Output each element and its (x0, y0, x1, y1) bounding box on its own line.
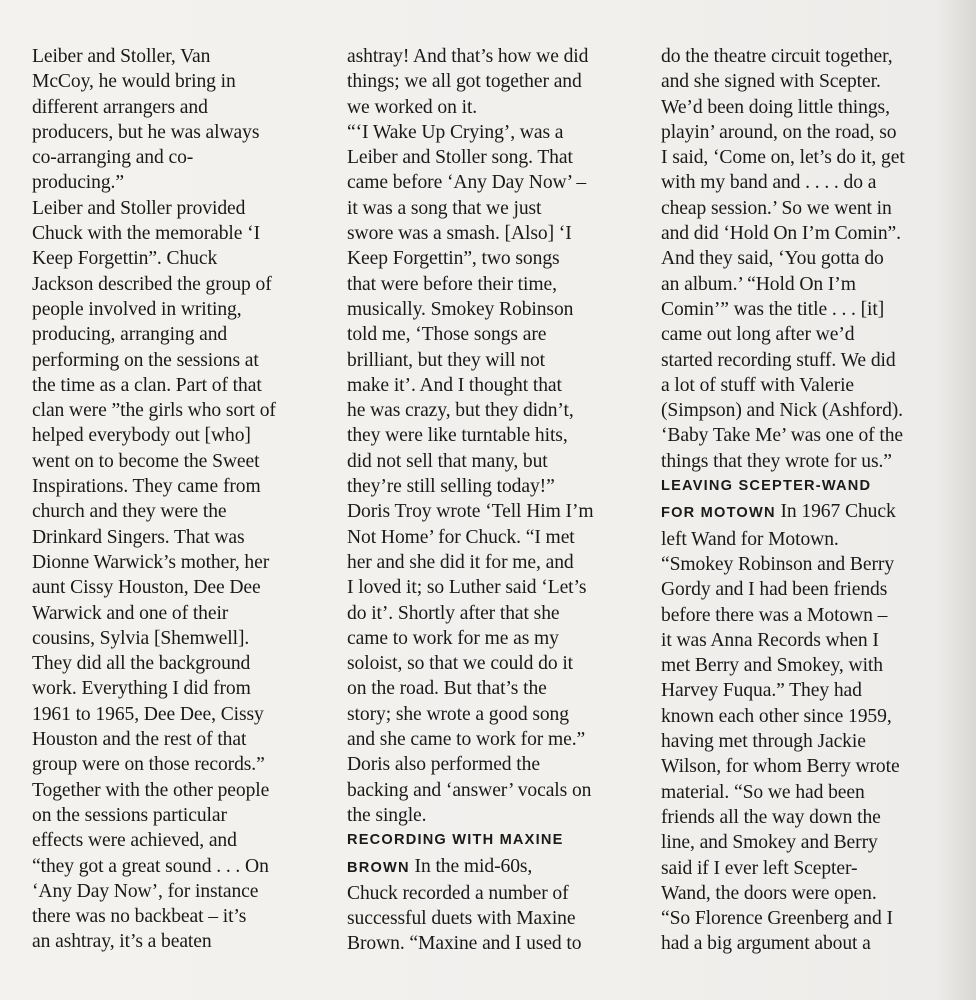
text-line: and did ‘Hold On I’m Comin”. (661, 223, 901, 245)
text-line: line, and Smokey and Berry (661, 832, 878, 854)
text-line: 1961 to 1965, Dee Dee, Cissy (32, 703, 264, 725)
text-line: we worked on it. (347, 96, 478, 118)
text-line: a lot of stuff with Valerie (661, 374, 855, 396)
text-line: “‘I Wake Up Crying’, was a (347, 121, 564, 143)
text-line: group were on those records.” (32, 754, 265, 776)
section-heading: RECORDING WITH MAXINE (347, 832, 564, 849)
text-line: Keep Forgettin”. Chuck (32, 248, 218, 270)
text-line: work. Everything I did from (32, 678, 251, 700)
text-line: Wand, the doors were open. (661, 882, 877, 904)
text-line: Harvey Fuqua.” They had (661, 680, 862, 702)
text-line: went on to become the Sweet (32, 450, 260, 472)
text-run: In the mid-60s, (409, 855, 533, 877)
text-line: producing.” (32, 172, 124, 194)
text-line: Wilson, for whom Berry wrote (661, 756, 900, 778)
text-line: known each other since 1959, (661, 705, 892, 727)
text-line: and she signed with Scepter. (661, 71, 881, 93)
text-line: on the road. But that’s the (347, 678, 547, 700)
text-line: it was a song that we just (347, 197, 542, 219)
text-line: Drinkard Singers. That was (32, 526, 245, 548)
text-column-1 (32, 44, 322, 955)
text-line: swore was a smash. [Also] ‘I (347, 223, 572, 245)
text-line: started recording stuff. We did (661, 349, 896, 371)
text-line: ‘Baby Take Me’ was one of the (661, 425, 904, 447)
text-line: Brown. “Maxine and I used to (347, 933, 582, 955)
text-line: Doris Troy wrote ‘Tell Him I’m (347, 501, 594, 523)
text-line: there was no backbeat – it’s (32, 906, 247, 928)
text-line: Inspirations. They came from (32, 476, 261, 498)
text-line: musically. Smokey Robinson (347, 298, 574, 320)
text-line: Chuck recorded a number of (347, 882, 569, 904)
text-line: Leiber and Stoller, Van (32, 46, 211, 67)
text-line: having met through Jackie (661, 731, 866, 753)
text-line: they were like turntable hits, (347, 425, 568, 447)
text-line: (Simpson) and Nick (Ashford). (661, 400, 903, 422)
text-line: cousins, Sylvia [Shemwell]. (32, 627, 250, 649)
text-line: came to work for me as my (347, 627, 559, 649)
text-line: before there was a Motown – (661, 604, 888, 626)
text-line: cheap session.’ So we went in (661, 197, 892, 219)
text-line: did not sell that many, but (347, 450, 548, 472)
text-column-2 (347, 44, 643, 957)
section-heading: BROWN (347, 859, 410, 876)
text-line: things that they wrote for us.” (661, 450, 892, 472)
text-run: In 1967 Chuck (775, 501, 896, 523)
text-line: her and she did it for me, and (347, 551, 574, 573)
text-line: he was crazy, but they didn’t, (347, 400, 574, 422)
text-line: Chuck with the memorable ‘I (32, 223, 261, 245)
text-line: it was Anna Records when I (661, 629, 879, 651)
text-line: Doris also performed the (347, 754, 540, 776)
text-line: Keep Forgettin”, two songs (347, 248, 560, 270)
text-line: they’re still selling today!” (347, 476, 555, 498)
section-heading: LEAVING SCEPTER-WAND (661, 478, 872, 495)
text-line: story; she wrote a good song (347, 703, 569, 725)
text-line: people involved in writing, (32, 298, 242, 320)
text-line: They did all the background (32, 653, 251, 675)
text-line: ashtray! And that’s how we did (347, 46, 589, 67)
text-line: do the theatre circuit together, (661, 46, 893, 67)
text-line: came before ‘Any Day Now’ – (347, 172, 587, 194)
text-line: Leiber and Stoller song. That (347, 147, 573, 169)
text-line: do it’. Shortly after that she (347, 602, 560, 624)
text-line: I said, ‘Come on, let’s do it, get (661, 147, 905, 169)
text-line: Warwick and one of their (32, 602, 229, 624)
section-heading: FOR MOTOWN (661, 505, 776, 522)
text-line: Gordy and I had been friends (661, 579, 888, 601)
text-line: left Wand for Motown. (661, 528, 839, 550)
text-line: McCoy, he would bring in (32, 71, 236, 93)
text-line: and she came to work for me.” (347, 729, 586, 751)
text-line: on the sessions particular (32, 804, 227, 826)
text-line: said if I ever left Scepter- (661, 857, 858, 879)
text-line: told me, ‘Those songs are (347, 324, 547, 346)
text-line: Jackson described the group of (32, 273, 272, 295)
text-line: had a big argument about a (661, 933, 871, 955)
text-line: church and they were the (32, 501, 227, 523)
text-line: the time as a clan. Part of that (32, 374, 262, 396)
text-line: backing and ‘answer’ vocals on (347, 779, 592, 801)
text-line: Together with the other people (32, 779, 270, 801)
text-line: make it’. And I thought that (347, 374, 562, 396)
text-line: “Smokey Robinson and Berry (661, 553, 895, 575)
text-line: brilliant, but they will not (347, 349, 546, 371)
text-line: producing, arranging and (32, 324, 228, 346)
text-line: different arrangers and (32, 96, 208, 118)
text-line: soloist, so that we could do it (347, 653, 574, 675)
text-line: effects were achieved, and (32, 830, 237, 852)
heading-text-line (661, 499, 953, 526)
text-line: the single. (347, 804, 427, 826)
text-line: Leiber and Stoller provided (32, 197, 246, 219)
text-line: met Berry and Smokey, with (661, 655, 883, 677)
text-line: friends all the way down the (661, 806, 881, 828)
text-line: “they got a great sound . . . On (32, 855, 269, 877)
text-line: aunt Cissy Houston, Dee Dee (32, 577, 261, 599)
text-line: things; we all got together and (347, 71, 582, 93)
text-line: I loved it; so Luther said ‘Let’s (347, 577, 587, 599)
text-line: Not Home’ for Chuck. “I met (347, 526, 575, 548)
text-line: that were before their time, (347, 273, 557, 295)
text-line: Comin’” was the title . . . [it] (661, 298, 885, 320)
text-line: Dionne Warwick’s mother, her (32, 551, 270, 573)
text-line: material. “So we had been (661, 781, 865, 803)
heading-text-line (347, 854, 643, 881)
text-line: successful duets with Maxine (347, 908, 576, 930)
text-line: ‘Any Day Now’, for instance (32, 880, 259, 902)
text-line: clan were ”the girls who sort of (32, 400, 276, 422)
text-line: helped everybody out [who] (32, 425, 251, 447)
text-column-3 (661, 44, 953, 957)
text-line: And they said, ‘You gotta do (661, 248, 884, 270)
text-line: We’d been doing little things, (661, 96, 890, 118)
text-line: producers, but he was always (32, 121, 260, 143)
text-line: co-arranging and co- (32, 147, 194, 169)
text-line: playin’ around, on the road, so (661, 121, 897, 143)
text-line: with my band and . . . . do a (661, 172, 877, 194)
text-line: “So Florence Greenberg and I (661, 908, 893, 930)
text-line: Houston and the rest of that (32, 729, 247, 751)
text-line: an ashtray, it’s a beaten (32, 931, 212, 953)
text-line: came out long after we’d (661, 324, 855, 346)
text-line: performing on the sessions at (32, 349, 259, 371)
text-line: an album.’ “Hold On I’m (661, 273, 856, 295)
